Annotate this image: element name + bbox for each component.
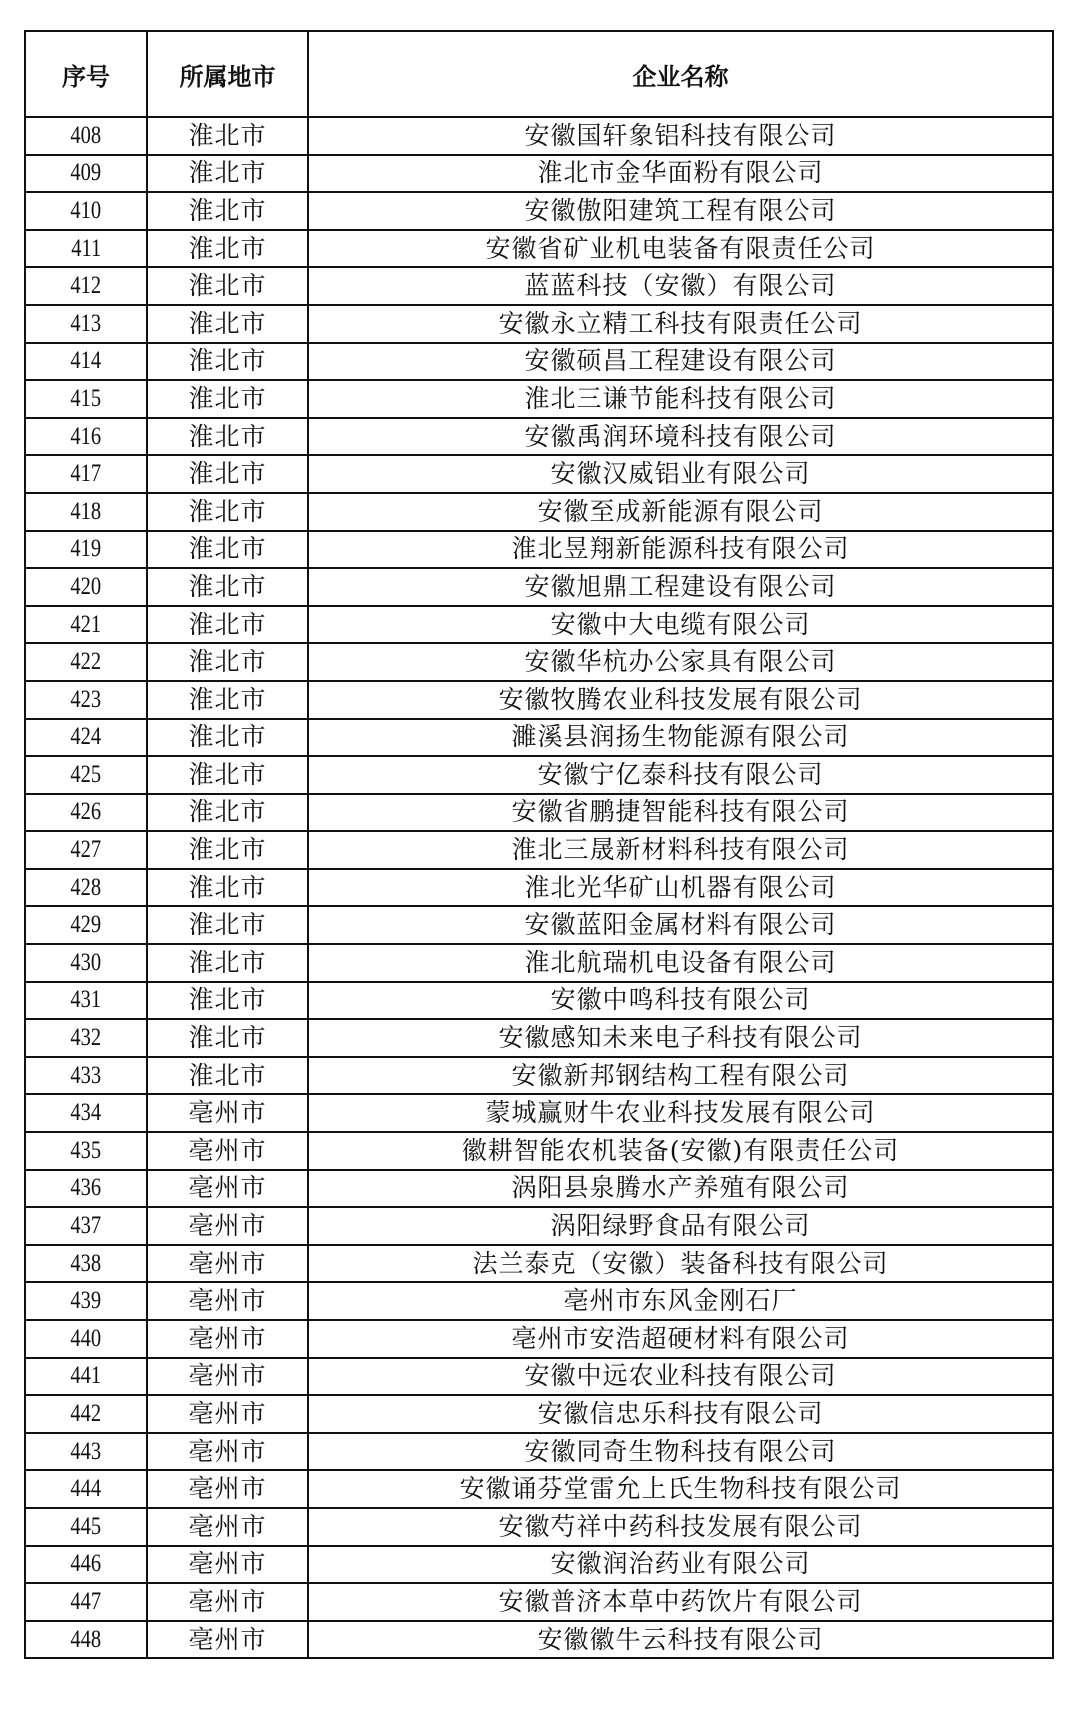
row-index-cell [25,192,147,230]
row-index-cell [25,1320,147,1358]
row-index-cell [25,1170,147,1208]
row-city: 亳州市 [147,1170,308,1208]
row-index: 423 [70,685,102,713]
row-company-name: 安徽润治药业有限公司 [308,1546,1053,1584]
row-index-cell [25,1621,147,1659]
table-row [25,681,1053,719]
row-city: 淮北市 [147,906,308,944]
row-company-name: 安徽省鹏捷智能科技有限公司 [308,794,1053,832]
row-company-name: 安徽同奇生物科技有限公司 [308,1433,1053,1471]
row-city: 淮北市 [147,418,308,456]
row-index: 446 [70,1550,102,1578]
table-row [25,1170,1053,1208]
table-row [25,982,1053,1020]
row-index-cell [25,1207,147,1245]
row-company-name: 淮北市金华面粉有限公司 [308,155,1053,193]
row-city: 淮北市 [147,305,308,343]
row-index: 447 [70,1587,102,1615]
table-row [25,305,1053,343]
table-row [25,906,1053,944]
row-company-name: 淮北光华矿山机器有限公司 [308,869,1053,907]
row-city: 亳州市 [147,1282,308,1320]
table-row [25,455,1053,493]
row-city: 亳州市 [147,1094,308,1132]
table-row [25,1433,1053,1471]
row-index-cell [25,756,147,794]
row-index-cell [25,1245,147,1283]
row-city: 淮北市 [147,192,308,230]
row-company-name: 安徽牧腾农业科技发展有限公司 [308,681,1053,719]
row-index-cell [25,1546,147,1584]
row-city: 淮北市 [147,869,308,907]
document-page [24,30,1054,1659]
table-row [25,869,1053,907]
row-company-name: 蒙城赢财牛农业科技发展有限公司 [308,1094,1053,1132]
row-company-name: 安徽硕昌工程建设有限公司 [308,343,1053,381]
row-company-name: 安徽中鸣科技有限公司 [308,982,1053,1020]
row-index-cell [25,531,147,569]
row-index: 448 [70,1625,102,1653]
row-index-cell [25,1094,147,1132]
row-index: 416 [70,422,102,450]
row-index: 427 [70,836,102,864]
row-city: 亳州市 [147,1470,308,1508]
table-row [25,493,1053,531]
row-company-name: 淮北三谦节能科技有限公司 [308,380,1053,418]
table-row [25,1546,1053,1584]
table-row [25,794,1053,832]
table-row [25,1282,1053,1320]
row-index-cell [25,568,147,606]
row-index-cell [25,230,147,268]
row-index-cell [25,831,147,869]
table-row [25,531,1053,569]
table-row [25,1207,1053,1245]
row-index: 410 [70,196,102,224]
row-index: 417 [70,460,102,488]
row-index-cell [25,906,147,944]
row-index-cell [25,267,147,305]
row-city: 亳州市 [147,1358,308,1396]
row-index: 429 [70,911,102,939]
row-index: 426 [70,798,102,826]
row-company-name: 安徽徽牛云科技有限公司 [308,1621,1053,1659]
row-index-cell [25,869,147,907]
row-index-cell [25,681,147,719]
table-row [25,643,1053,681]
row-index-cell [25,1583,147,1621]
row-index-cell [25,418,147,456]
table-row [25,568,1053,606]
row-city: 淮北市 [147,493,308,531]
row-index-cell [25,117,147,155]
row-company-name: 安徽蓝阳金属材料有限公司 [308,906,1053,944]
row-index: 409 [70,159,102,187]
table-row [25,192,1053,230]
row-city: 亳州市 [147,1621,308,1659]
table-row [25,831,1053,869]
header-city: 所属地市 [147,31,308,117]
table-row [25,380,1053,418]
row-index-cell [25,1019,147,1057]
row-company-name: 安徽信忠乐科技有限公司 [308,1395,1053,1433]
row-company-name: 安徽华杭办公家具有限公司 [308,643,1053,681]
row-index: 428 [70,873,102,901]
table-row [25,267,1053,305]
row-city: 亳州市 [147,1395,308,1433]
header-index: 序号 [25,31,147,117]
row-index-cell [25,455,147,493]
row-index-cell [25,305,147,343]
row-company-name: 安徽中远农业科技有限公司 [308,1358,1053,1396]
row-company-name: 安徽旭鼎工程建设有限公司 [308,568,1053,606]
row-company-name: 安徽中大电缆有限公司 [308,606,1053,644]
row-city: 亳州市 [147,1508,308,1546]
row-company-name: 安徽至成新能源有限公司 [308,493,1053,531]
row-index: 441 [70,1362,102,1390]
row-company-name: 安徽新邦钢结构工程有限公司 [308,1057,1053,1095]
row-index-cell [25,1132,147,1170]
row-index-cell [25,1470,147,1508]
row-city: 淮北市 [147,944,308,982]
table-row [25,230,1053,268]
row-city: 淮北市 [147,380,308,418]
row-city: 淮北市 [147,681,308,719]
row-company-name: 安徽傲阳建筑工程有限公司 [308,192,1053,230]
row-city: 淮北市 [147,1019,308,1057]
row-index: 412 [70,272,102,300]
table-row [25,1132,1053,1170]
table-row [25,1395,1053,1433]
row-index-cell [25,606,147,644]
table-row [25,1508,1053,1546]
row-index: 443 [70,1437,102,1465]
row-index: 420 [70,572,102,600]
row-index-cell [25,719,147,757]
row-index: 415 [70,384,102,412]
row-index-cell [25,1433,147,1471]
row-index: 444 [70,1475,102,1503]
row-city: 淮北市 [147,155,308,193]
row-index: 438 [70,1249,102,1277]
row-city: 淮北市 [147,117,308,155]
row-index: 431 [70,986,102,1014]
row-company-name: 安徽芍祥中药科技发展有限公司 [308,1508,1053,1546]
table-header-row [25,31,1053,117]
row-index-cell [25,155,147,193]
table-row [25,1320,1053,1358]
row-company-name: 徽耕智能农机装备(安徽)有限责任公司 [308,1132,1053,1170]
row-index-cell [25,982,147,1020]
row-company-name: 淮北昱翔新能源科技有限公司 [308,531,1053,569]
row-index-cell [25,1282,147,1320]
row-company-name: 安徽诵芬堂雷允上氏生物科技有限公司 [308,1470,1053,1508]
row-index-cell [25,1057,147,1095]
row-index: 421 [70,610,102,638]
row-city: 淮北市 [147,343,308,381]
row-company-name: 安徽禹润环境科技有限公司 [308,418,1053,456]
row-index: 434 [70,1099,102,1127]
row-city: 淮北市 [147,267,308,305]
row-city: 亳州市 [147,1207,308,1245]
row-index-cell [25,493,147,531]
row-company-name: 涡阳县泉腾水产养殖有限公司 [308,1170,1053,1208]
table-body [25,117,1053,1658]
table-row [25,756,1053,794]
row-index: 433 [70,1061,102,1089]
table-row [25,1019,1053,1057]
row-city: 淮北市 [147,643,308,681]
row-index: 418 [70,497,102,525]
row-company-name: 亳州市安浩超硬材料有限公司 [308,1320,1053,1358]
row-company-name: 安徽省矿业机电装备有限责任公司 [308,230,1053,268]
row-index: 435 [70,1136,102,1164]
row-index: 422 [70,648,102,676]
row-index: 413 [70,309,102,337]
row-company-name: 安徽国轩象铝科技有限公司 [308,117,1053,155]
row-index: 437 [70,1212,102,1240]
row-index: 419 [70,535,102,563]
table-row [25,1583,1053,1621]
table-row [25,1094,1053,1132]
row-city: 淮北市 [147,531,308,569]
row-city: 淮北市 [147,1057,308,1095]
row-city: 亳州市 [147,1583,308,1621]
table-row [25,1057,1053,1095]
row-index: 430 [70,948,102,976]
row-index: 408 [70,121,102,149]
table-row [25,418,1053,456]
row-city: 亳州市 [147,1433,308,1471]
row-index: 411 [70,234,101,262]
row-city: 淮北市 [147,455,308,493]
row-company-name: 安徽普济本草中药饮片有限公司 [308,1583,1053,1621]
row-company-name: 安徽宁亿泰科技有限公司 [308,756,1053,794]
table-row [25,606,1053,644]
row-index: 439 [70,1287,102,1315]
table-row [25,1470,1053,1508]
row-company-name: 安徽感知未来电子科技有限公司 [308,1019,1053,1057]
row-company-name: 法兰泰克（安徽）装备科技有限公司 [308,1245,1053,1283]
table-row [25,1621,1053,1659]
row-index-cell [25,1395,147,1433]
row-company-name: 安徽永立精工科技有限责任公司 [308,305,1053,343]
row-city: 亳州市 [147,1320,308,1358]
table-row [25,719,1053,757]
row-city: 淮北市 [147,568,308,606]
row-index-cell [25,794,147,832]
table-row [25,944,1053,982]
row-index-cell [25,343,147,381]
row-city: 淮北市 [147,719,308,757]
table-row [25,117,1053,155]
row-city: 淮北市 [147,606,308,644]
row-index: 424 [70,723,102,751]
table-row [25,343,1053,381]
row-index: 425 [70,760,102,788]
row-city: 淮北市 [147,794,308,832]
row-index-cell [25,944,147,982]
table-row [25,1358,1053,1396]
row-city: 淮北市 [147,982,308,1020]
row-city: 淮北市 [147,230,308,268]
row-index: 414 [70,347,102,375]
row-company-name: 蓝蓝科技（安徽）有限公司 [308,267,1053,305]
row-city: 亳州市 [147,1546,308,1584]
row-index: 445 [70,1512,102,1540]
row-index-cell [25,1358,147,1396]
row-company-name: 濉溪县润扬生物能源有限公司 [308,719,1053,757]
row-city: 淮北市 [147,756,308,794]
row-index-cell [25,380,147,418]
row-company-name: 淮北航瑞机电设备有限公司 [308,944,1053,982]
row-index-cell [25,643,147,681]
row-company-name: 亳州市东风金刚石厂 [308,1282,1053,1320]
row-city: 淮北市 [147,831,308,869]
row-city: 亳州市 [147,1245,308,1283]
row-index: 432 [70,1024,102,1052]
row-index: 436 [70,1174,102,1202]
table-row [25,155,1053,193]
row-index: 442 [70,1399,102,1427]
header-company: 企业名称 [308,31,1053,117]
table-row [25,1245,1053,1283]
row-city: 亳州市 [147,1132,308,1170]
company-list-table [24,30,1054,1659]
row-index-cell [25,1508,147,1546]
row-company-name: 淮北三晟新材料科技有限公司 [308,831,1053,869]
row-company-name: 安徽汉威铝业有限公司 [308,455,1053,493]
row-index: 440 [70,1324,102,1352]
row-company-name: 涡阳绿野食品有限公司 [308,1207,1053,1245]
